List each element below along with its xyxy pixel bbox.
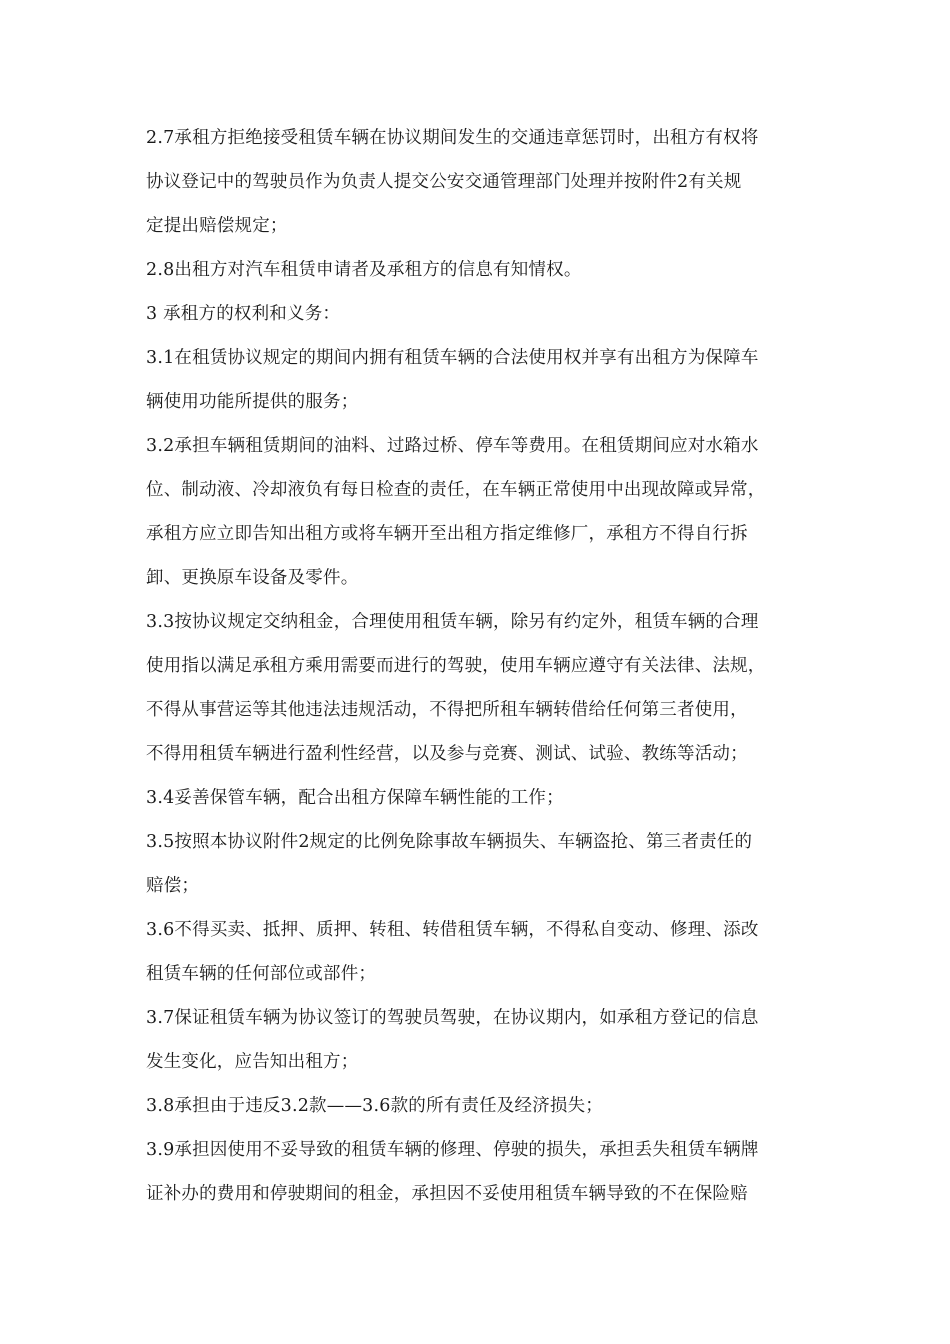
text-line: 2.8出租方对汽车租赁申请者及承租方的信息有知情权。 bbox=[146, 260, 582, 280]
text-line: 发生变化，应告知出租方； bbox=[146, 1052, 359, 1072]
text-line: 位、制动液、冷却液负有每日检查的责任，在车辆正常使用中出现故障或异常， bbox=[146, 480, 766, 500]
text-line: 3.6不得买卖、抵押、质押、转租、转借租赁车辆，不得私自变动、修理、添改 bbox=[146, 920, 759, 940]
text-line: 3.1在租赁协议规定的期间内拥有租赁车辆的合法使用权并享有出租方为保障车 bbox=[146, 348, 759, 368]
text-line: 定提出赔偿规定； bbox=[146, 216, 288, 236]
text-line: 不得用租赁车辆进行盈利性经营，以及参与竞赛、测试、试验、教练等活动； bbox=[146, 744, 748, 764]
text-line: 使用指以满足承租方乘用需要而进行的驾驶，使用车辆应遵守有关法律、法规， bbox=[146, 656, 766, 676]
text-line: 2.7承租方拒绝接受租赁车辆在协议期间发生的交通违章惩罚时，出租方有权将 bbox=[146, 128, 759, 148]
text-line: 赔偿； bbox=[146, 876, 200, 896]
text-line: 协议登记中的驾驶员作为负责人提交公安交通管理部门处理并按附件2有关规 bbox=[146, 172, 742, 192]
text-line: 3.9承担因使用不妥导致的租赁车辆的修理、停驶的损失，承担丢失租赁车辆牌 bbox=[146, 1140, 759, 1160]
text-line: 卸、更换原车设备及零件。 bbox=[146, 568, 359, 588]
text-line: 证补办的费用和停驶期间的租金，承担因不妥使用租赁车辆导致的不在保险赔 bbox=[146, 1184, 748, 1204]
text-line: 3.4妥善保管车辆，配合出租方保障车辆性能的工作； bbox=[146, 788, 564, 808]
text-line: 3.8承担由于违反3.2款——3.6款的所有责任及经济损失； bbox=[146, 1096, 603, 1116]
text-line: 3.7保证租赁车辆为协议签订的驾驶员驾驶，在协议期内，如承租方登记的信息 bbox=[146, 1008, 759, 1028]
text-line: 租赁车辆的任何部位或部件； bbox=[146, 964, 377, 984]
text-line: 辆使用功能所提供的服务； bbox=[146, 392, 359, 412]
text-line: 3.5按照本协议附件2规定的比例免除事故车辆损失、车辆盗抢、第三者责任的 bbox=[146, 832, 753, 852]
text-line: 3.2承担车辆租赁期间的油料、过路过桥、停车等费用。在租赁期间应对水箱水 bbox=[146, 436, 759, 456]
text-line: 不得从事营运等其他违法违规活动，不得把所租车辆转借给任何第三者使用， bbox=[146, 700, 748, 720]
section-heading: 3 承租方的权利和义务： bbox=[146, 304, 341, 324]
text-line: 承租方应立即告知出租方或将车辆开至出租方指定维修厂，承租方不得自行拆 bbox=[146, 524, 748, 544]
text-line: 3.3按协议规定交纳租金，合理使用租赁车辆，除另有约定外，租赁车辆的合理 bbox=[146, 612, 759, 632]
document-body bbox=[146, 116, 810, 1216]
